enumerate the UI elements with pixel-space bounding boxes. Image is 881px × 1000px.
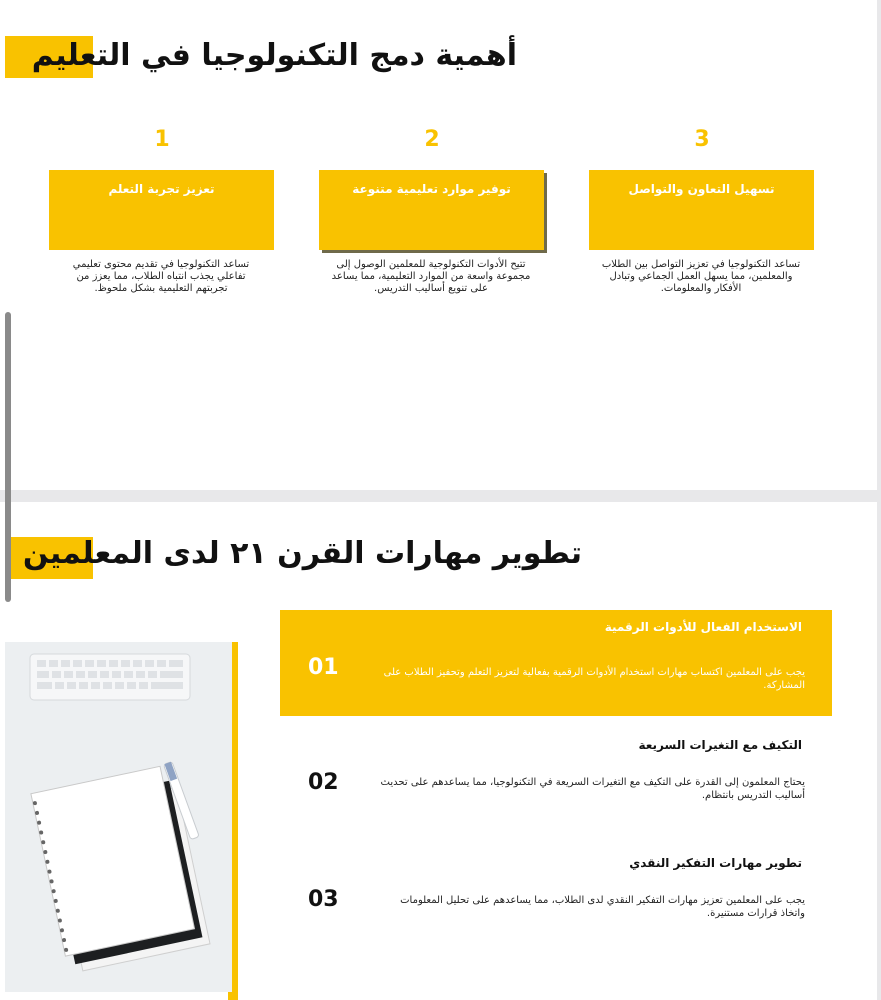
card-description-3: تساعد التكنولوجيا في تعزيز التواصل بين الطلاب والمعلمين، مما يسهل العمل الجماعي وتبادل الأفكار والمعلومات. — [601, 259, 801, 294]
skill-title: الاستخدام الفعال للأدوات الرقمية — [604, 620, 802, 634]
card-number-1: 1 — [154, 127, 170, 152]
card-title: تعزيز تجربة التعلم — [108, 182, 215, 196]
card-collaboration[interactable] — [589, 170, 814, 250]
notebook-desk-image — [5, 642, 232, 992]
slide-1-title: أهمية دمج التكنولوجيا في التعليم — [31, 38, 517, 73]
card-enhance-learning[interactable] — [49, 170, 274, 250]
card-description-2: تتيح الأدوات التكنولوجية للمعلمين الوصول إلى مجموعة واسعة من الموارد التعليمية، مما يساعد على تنويع أساليب التدريس. — [331, 259, 531, 294]
card-number-2: 2 — [424, 127, 440, 152]
skill-description: يجب على المعلمين اكتساب مهارات استخدام الأدوات الرقمية بفعالية لتعزيز التعلم وتحفيز الطلاب على المشاركة. — [383, 667, 805, 691]
skill-title: التكيف مع التغيرات السريعة — [638, 738, 802, 752]
card-number-3: 3 — [694, 127, 710, 152]
card-title: تسهيل التعاون والتواصل — [628, 182, 775, 196]
skill-number: 01 — [308, 655, 339, 680]
card-title: توفير موارد تعليمية متنوعة — [352, 182, 511, 196]
skill-item-adaptation[interactable] — [280, 732, 832, 822]
skill-item-digital-tools[interactable] — [280, 610, 832, 716]
card-diverse-resources[interactable] — [319, 170, 544, 250]
vertical-scrollbar[interactable] — [5, 312, 11, 602]
skill-number: 03 — [308, 887, 339, 912]
card-description-1: تساعد التكنولوجيا في تقديم محتوى تعليمي تفاعلي يجذب انتباه الطلاب، مما يعزز من تجربتهم التعليمية بشكل ملحوظ. — [72, 259, 250, 294]
skill-description: يجب على المعلمين تعزيز مهارات التفكير النقدي لدى الطلاب، مما يساعدهم على تحليل المعلومات واتخاذ قرارات مستنيرة. — [400, 895, 805, 919]
slide-1[interactable] — [0, 0, 877, 490]
slide-2-title: تطوير مهارات القرن ٢١ لدى المعلمين — [22, 536, 582, 571]
slide-2[interactable] — [0, 502, 877, 1000]
skill-item-critical-thinking[interactable] — [280, 850, 832, 940]
skill-title: تطوير مهارات التفكير النقدي — [629, 856, 802, 870]
skill-number: 02 — [308, 770, 339, 795]
skill-description: يحتاج المعلمون إلى القدرة على التكيف مع التغيرات السريعة في التكنولوجيا، مما يساعدهم على تحديث أساليب التدريس بانتظام. — [380, 777, 805, 801]
notebook-illustration — [5, 642, 232, 992]
